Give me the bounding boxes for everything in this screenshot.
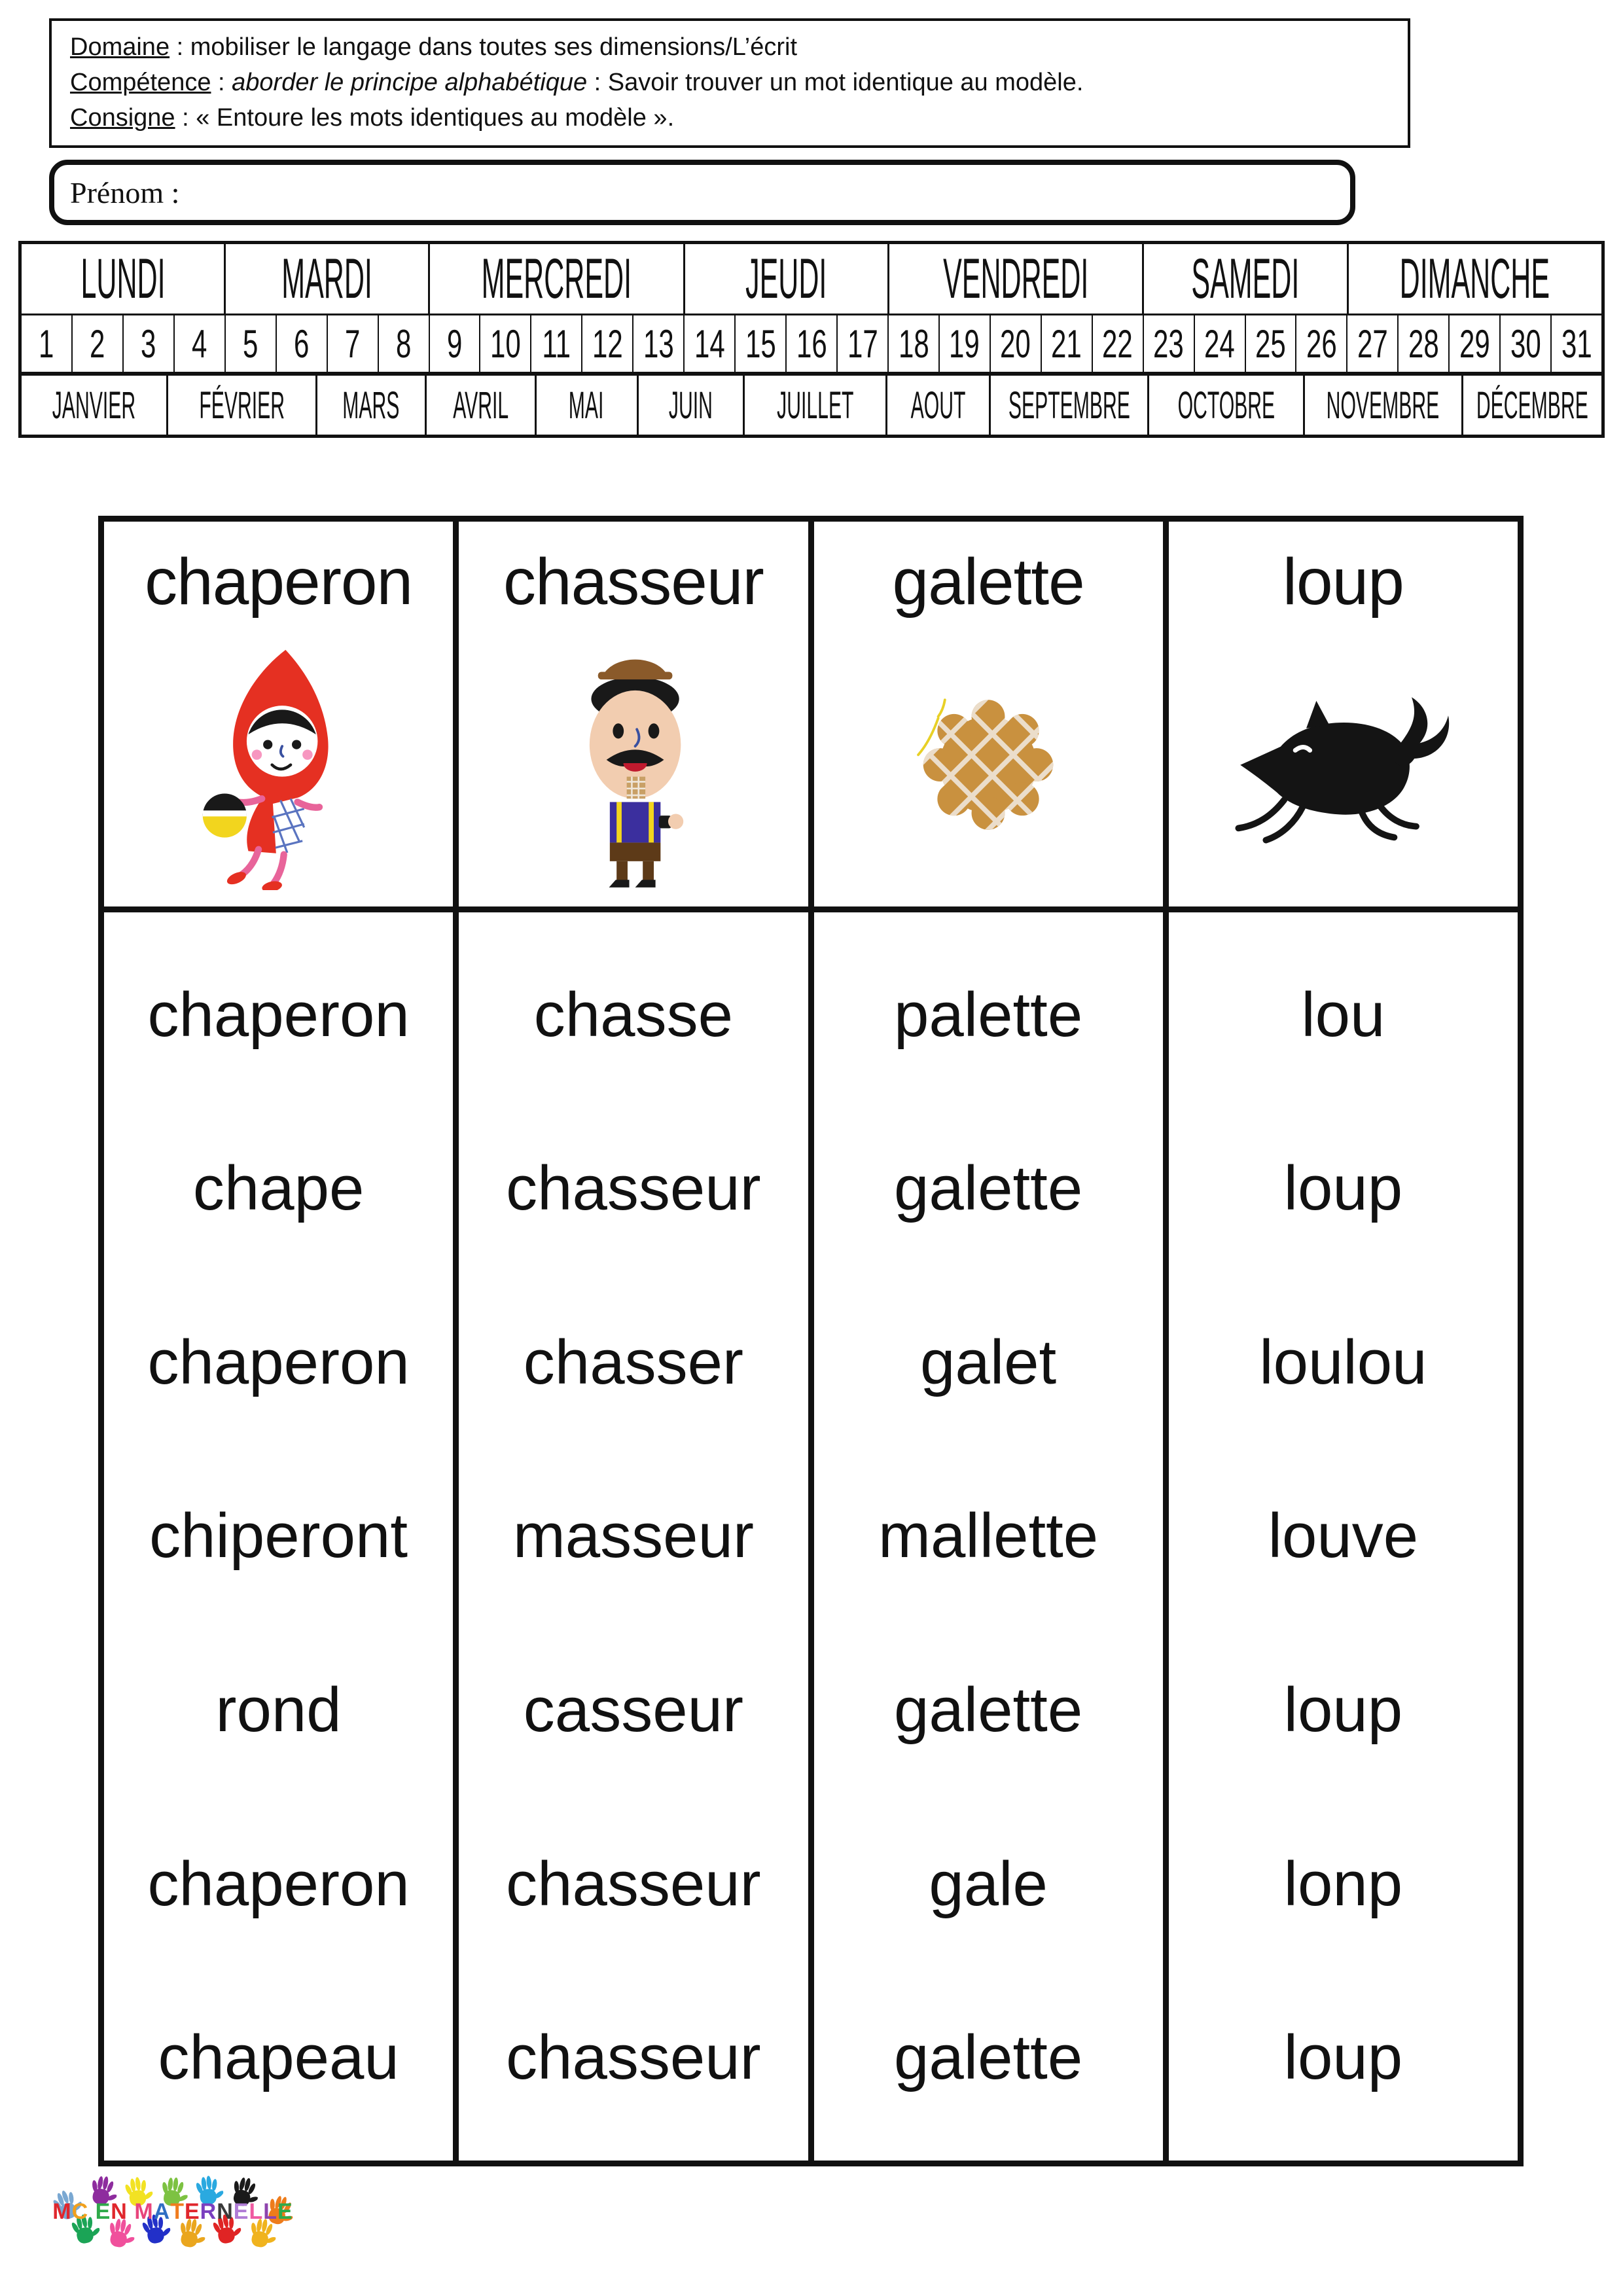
- calendar-number: 30: [1510, 321, 1541, 366]
- logo-letter: E: [184, 2199, 200, 2224]
- candidate-word: chasseur: [506, 1153, 761, 1224]
- calendar-number-cell: [1041, 314, 1092, 372]
- calendar-month-cell: [743, 372, 885, 435]
- calendar-number-cell: [327, 314, 378, 372]
- domaine-label: Domaine: [70, 33, 170, 61]
- calendar-month-label: MAI: [569, 384, 604, 427]
- calendar-number-cell: [581, 314, 632, 372]
- logo-title: [52, 2199, 293, 2225]
- galette-illustration: [897, 672, 1080, 855]
- candidate-word: galet: [920, 1327, 1057, 1397]
- candidate-word: chasseur: [506, 1848, 761, 1919]
- word-list-galette: [814, 912, 1163, 2161]
- calendar-number: 23: [1153, 321, 1184, 366]
- calendar-month-label: JANVIER: [52, 384, 136, 427]
- header-line-domaine: [70, 30, 1389, 65]
- mc-en-maternelle-logo: [29, 2176, 317, 2250]
- calendar-month-cell: [425, 372, 535, 435]
- calendar-day-label: DIMANCHE: [1400, 247, 1550, 310]
- calendar-number-cell: [1245, 314, 1296, 372]
- hunter-illustration: [532, 636, 735, 890]
- calendar-number: 2: [90, 321, 105, 366]
- candidate-word: loup: [1283, 1675, 1403, 1746]
- calendar-number: 24: [1204, 321, 1235, 366]
- consigne-label: Consigne: [70, 103, 175, 132]
- calendar-month-label: JUIN: [668, 384, 713, 427]
- calendar-number-cell: [1397, 314, 1448, 372]
- candidate-word: chaperon: [147, 1848, 410, 1919]
- calendar-day-cell: [22, 244, 224, 314]
- calendar-number: 1: [39, 321, 54, 366]
- logo-letter: T: [170, 2199, 185, 2224]
- calendar-number-cell: [632, 314, 683, 372]
- calendar-month-cell: [22, 372, 166, 435]
- calendar-number-cell: [173, 314, 224, 372]
- candidate-word: loup: [1283, 1153, 1403, 1224]
- calendar-number: 11: [542, 321, 571, 366]
- logo-letter: C: [71, 2199, 89, 2224]
- calendar-number: 22: [1102, 321, 1133, 366]
- logo-letter: E: [95, 2199, 111, 2224]
- calendar-number-cell: [1295, 314, 1346, 372]
- candidate-word: chasser: [523, 1327, 743, 1397]
- logo-letter: N: [217, 2199, 234, 2224]
- calendar-day-label: VENDREDI: [943, 247, 1089, 310]
- calendar-number-cell: [938, 314, 990, 372]
- candidate-word: casseur: [523, 1675, 743, 1746]
- calendar-number-cell: [122, 314, 173, 372]
- calendar-number: 28: [1408, 321, 1439, 366]
- logo-letter: M: [52, 2199, 72, 2224]
- calendar-number-cell: [683, 314, 734, 372]
- calendar-number-cell: [836, 314, 887, 372]
- logo-letter: A: [153, 2199, 171, 2224]
- calendar-number-cell: [530, 314, 581, 372]
- galette-image: [814, 620, 1163, 912]
- calendar-number-cell: [734, 314, 785, 372]
- calendar-days-row: [22, 244, 1601, 314]
- little-red-riding-hood-image: [104, 620, 453, 912]
- calendar-number-cell: [1346, 314, 1397, 372]
- calendar-number: 14: [694, 321, 725, 366]
- candidate-word: galette: [894, 1675, 1083, 1746]
- consigne-text: : « Entoure les mots identiques au modèle ».: [175, 103, 675, 132]
- calendar-day-label: MARDI: [281, 247, 373, 310]
- calendar-number: 9: [446, 321, 463, 366]
- calendar-number: 21: [1051, 321, 1082, 366]
- candidate-word: rond: [215, 1675, 342, 1746]
- calendar-day-cell: [887, 244, 1142, 314]
- logo-letter: [128, 2199, 134, 2225]
- logo-letter: N: [111, 2199, 128, 2224]
- candidate-word: chapeau: [158, 2022, 399, 2093]
- calendar-day-label: LUNDI: [80, 247, 166, 310]
- calendar-months-row: [22, 372, 1601, 435]
- calendar-number: 20: [1000, 321, 1031, 366]
- column-chasseur: [453, 522, 808, 2161]
- calendar-month-cell: [535, 372, 637, 435]
- calendar-month-cell: [637, 372, 743, 435]
- logo-letter: E: [233, 2199, 249, 2224]
- calendar-number-cell: [887, 314, 938, 372]
- model-word-chasseur: chasseur: [503, 545, 764, 619]
- calendar-month-label: NOVEMBRE: [1327, 384, 1440, 427]
- calendar-number: 31: [1561, 321, 1592, 366]
- word-list-chasseur: [459, 912, 808, 2161]
- calendar-month-label: FÉVRIER: [199, 384, 285, 427]
- candidate-word: chasseur: [506, 2022, 761, 2093]
- calendar-number: 15: [745, 321, 776, 366]
- calendar-month-cell: [1461, 372, 1601, 435]
- calendar-month-label: MARS: [342, 384, 400, 427]
- calendar-month-label: AVRIL: [452, 384, 508, 427]
- competence-label: Compétence: [70, 68, 211, 96]
- competence-italic: aborder le principe alphabétique: [232, 68, 588, 96]
- candidate-word: palette: [894, 979, 1083, 1050]
- candidate-word: chaperon: [147, 979, 410, 1050]
- calendar-day-cell: [1142, 244, 1346, 314]
- calendar-number-cell: [1448, 314, 1499, 372]
- hunter-image: [459, 620, 808, 912]
- calendar-month-cell: [989, 372, 1147, 435]
- calendar-month-label: AOUT: [910, 384, 966, 427]
- calendar-day-label: SAMEDI: [1191, 247, 1300, 310]
- calendar-number: 16: [796, 321, 827, 366]
- calendar-month-cell: [166, 372, 315, 435]
- calendar-number: 5: [243, 321, 259, 366]
- calendar-day-cell: [683, 244, 887, 314]
- calendar-number: 27: [1357, 321, 1388, 366]
- calendar-number: 3: [141, 321, 156, 366]
- candidate-word: mallette: [878, 1501, 1099, 1571]
- calendar-number: 18: [898, 321, 929, 366]
- domaine-text: : mobiliser le langage dans toutes ses dimensions/L’écrit: [169, 33, 798, 61]
- column-loup: [1163, 522, 1518, 2161]
- calendar-day-cell: [1347, 244, 1601, 314]
- logo-letter: M: [134, 2199, 154, 2224]
- calendar-number-cell: [1092, 314, 1143, 372]
- calendar-month-label: OCTOBRE: [1177, 384, 1275, 427]
- calendar-number-cell: [1550, 314, 1601, 372]
- header-line-consigne: [70, 101, 1389, 136]
- competence-sep: :: [211, 68, 232, 96]
- logo-letter: L: [263, 2199, 278, 2224]
- candidate-word: chiperont: [149, 1501, 408, 1571]
- candidate-word: gale: [929, 1848, 1048, 1919]
- candidate-word: galette: [894, 2022, 1083, 2093]
- calendar-number: 8: [395, 321, 412, 366]
- calendar-number-cell: [71, 314, 122, 372]
- calendar-numbers-row: [22, 314, 1601, 372]
- calendar-month-label: SEPTEMBRE: [1008, 384, 1130, 427]
- candidate-word: chape: [192, 1153, 365, 1224]
- candidate-word: loulou: [1259, 1327, 1427, 1397]
- calendar-number: 12: [592, 321, 623, 366]
- logo-letter: R: [200, 2199, 217, 2224]
- calendar-number: 4: [192, 321, 207, 366]
- calendar-number-cell: [1499, 314, 1550, 372]
- calendar-number: 29: [1459, 321, 1490, 366]
- calendar-number: 25: [1255, 321, 1286, 366]
- candidate-word: louve: [1268, 1501, 1419, 1571]
- first-name-label: Prénom :: [70, 175, 180, 209]
- calendar-month-cell: [885, 372, 990, 435]
- candidate-word: loup: [1283, 2022, 1403, 2093]
- calendar-number: 19: [949, 321, 980, 366]
- candidate-word: masseur: [512, 1501, 754, 1571]
- header-line-competence: [70, 65, 1389, 101]
- calendar-number-cell: [1143, 314, 1194, 372]
- logo-letter: E: [277, 2199, 293, 2224]
- calendar-month-label: DÉCEMBRE: [1476, 384, 1588, 427]
- model-word-loup: loup: [1282, 545, 1404, 619]
- word-list-chaperon: [104, 912, 453, 2161]
- calendar-number-cell: [276, 314, 327, 372]
- calendar-number-cell: [479, 314, 530, 372]
- calendar-number-cell: [378, 314, 429, 372]
- calendar-number-cell: [1194, 314, 1245, 372]
- candidate-word: lou: [1301, 979, 1385, 1050]
- calendar-number: 13: [643, 321, 674, 366]
- word-list-loup: [1169, 912, 1518, 2161]
- calendar-number-cell: [22, 314, 71, 372]
- competence-text: : Savoir trouver un mot identique au modèle.: [587, 68, 1084, 96]
- calendar-day-label: JEUDI: [745, 247, 827, 310]
- column-chaperon: [104, 522, 453, 2161]
- calendar-month-label: JUILLET: [776, 384, 854, 427]
- calendar-number: 7: [344, 321, 361, 366]
- logo-letter: L: [249, 2199, 264, 2224]
- calendar-number-cell: [429, 314, 480, 372]
- calendar-number-cell: [224, 314, 276, 372]
- model-word-chaperon: chaperon: [145, 545, 413, 619]
- candidate-word: chaperon: [147, 1327, 410, 1397]
- calendar-day-cell: [428, 244, 683, 314]
- candidate-word: lonp: [1283, 1848, 1403, 1919]
- wolf-illustration: [1224, 672, 1462, 855]
- candidate-word: chasse: [533, 979, 733, 1050]
- calendar-month-cell: [315, 372, 425, 435]
- model-word-galette: galette: [892, 545, 1084, 619]
- calendar-day-label: MERCREDI: [481, 247, 632, 310]
- wolf-image: [1169, 620, 1518, 912]
- calendar-month-cell: [1147, 372, 1303, 435]
- column-galette: [808, 522, 1163, 2161]
- little-red-riding-hood-illustration: [177, 636, 380, 890]
- calendar-number: 26: [1306, 321, 1337, 366]
- logo-letter: [88, 2199, 95, 2225]
- first-name-field: [49, 160, 1355, 225]
- candidate-word: galette: [894, 1153, 1083, 1224]
- calendar-number: 10: [490, 321, 521, 366]
- calendar-number: 6: [293, 321, 310, 366]
- calendar-number: 17: [847, 321, 878, 366]
- header-box: [49, 18, 1410, 148]
- word-matching-table: [98, 516, 1524, 2166]
- calendar-number-cell: [785, 314, 836, 372]
- calendar-month-cell: [1303, 372, 1461, 435]
- calendar-day-cell: [224, 244, 428, 314]
- calendar-number-cell: [990, 314, 1041, 372]
- date-calendar-table: [18, 241, 1605, 438]
